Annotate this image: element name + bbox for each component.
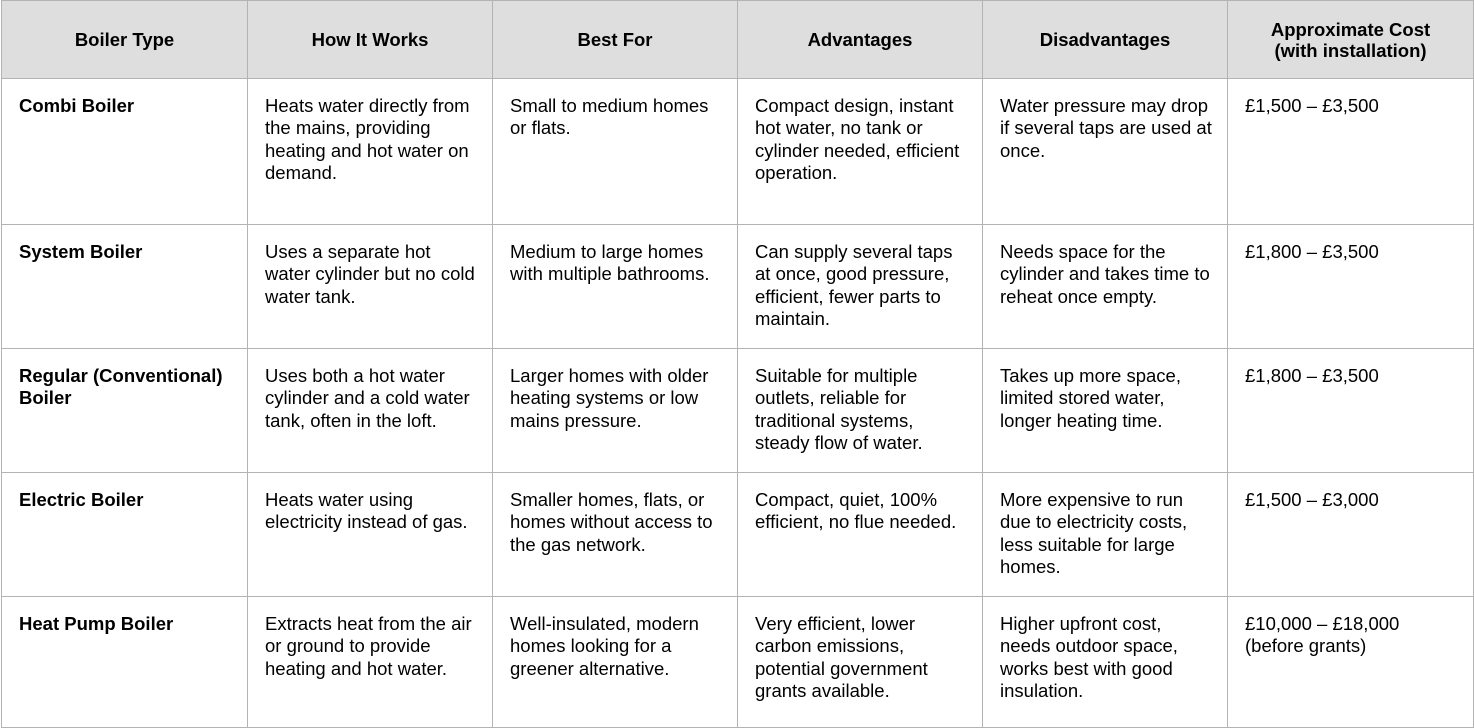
table-row <box>2 225 1474 349</box>
table-body <box>2 79 1474 728</box>
header-advantages: Advantages <box>738 1 983 79</box>
cell-cost: £10,000 – £18,000 (before grants) <box>1228 597 1474 728</box>
table-row <box>2 349 1474 473</box>
cell-how-it-works: Heats water directly from the mains, providing heating and hot water on demand. <box>248 79 493 225</box>
header-cost-line1: Approximate Cost <box>1270 18 1431 40</box>
cell-best-for: Medium to large homes with multiple bathrooms. <box>493 225 738 349</box>
cell-disadvantages: More expensive to run due to electricity costs, less suitable for large homes. <box>983 473 1228 597</box>
cell-disadvantages: Higher upfront cost, needs outdoor space, works best with good insulation. <box>983 597 1228 728</box>
cell-boiler-type: Electric Boiler <box>2 473 248 597</box>
cell-advantages: Compact, quiet, 100% efficient, no flue needed. <box>738 473 983 597</box>
cell-how-it-works: Extracts heat from the air or ground to provide heating and hot water. <box>248 597 493 728</box>
cell-how-it-works: Uses both a hot water cylinder and a cold water tank, often in the loft. <box>248 349 493 473</box>
cell-cost: £1,500 – £3,000 <box>1228 473 1474 597</box>
cell-best-for: Well-insulated, modern homes looking for a greener alternative. <box>493 597 738 728</box>
cell-how-it-works: Heats water using electricity instead of gas. <box>248 473 493 597</box>
cell-advantages: Very efficient, lower carbon emissions, potential government grants available. <box>738 597 983 728</box>
header-disadvantages: Disadvantages <box>983 1 1228 79</box>
table-header <box>2 1 1474 79</box>
cell-advantages: Can supply several taps at once, good pressure, efficient, fewer parts to maintain. <box>738 225 983 349</box>
table-row <box>2 473 1474 597</box>
header-row <box>2 1 1474 79</box>
cell-best-for: Smaller homes, flats, or homes without access to the gas network. <box>493 473 738 597</box>
cell-advantages: Suitable for multiple outlets, reliable for traditional systems, steady flow of water. <box>738 349 983 473</box>
cell-boiler-type: Heat Pump Boiler <box>2 597 248 728</box>
header-best-for: Best For <box>493 1 738 79</box>
cell-cost: £1,500 – £3,500 <box>1228 79 1474 225</box>
cell-best-for: Small to medium homes or flats. <box>493 79 738 225</box>
header-approximate-cost <box>1228 1 1474 79</box>
cell-advantages: Compact design, instant hot water, no tank or cylinder needed, efficient operation. <box>738 79 983 225</box>
cell-how-it-works: Uses a separate hot water cylinder but no cold water tank. <box>248 225 493 349</box>
table-row <box>2 79 1474 225</box>
table-row <box>2 597 1474 728</box>
cell-boiler-type: System Boiler <box>2 225 248 349</box>
boiler-comparison-table <box>1 0 1474 728</box>
cell-disadvantages: Takes up more space, limited stored water, longer heating time. <box>983 349 1228 473</box>
cell-cost: £1,800 – £3,500 <box>1228 225 1474 349</box>
cell-best-for: Larger homes with older heating systems or low mains pressure. <box>493 349 738 473</box>
cell-disadvantages: Water pressure may drop if several taps are used at once. <box>983 79 1228 225</box>
cell-disadvantages: Needs space for the cylinder and takes time to reheat once empty. <box>983 225 1228 349</box>
cell-boiler-type: Combi Boiler <box>2 79 248 225</box>
cell-cost: £1,800 – £3,500 <box>1228 349 1474 473</box>
header-boiler-type: Boiler Type <box>2 1 248 79</box>
header-cost-line2: (with installation) <box>1274 39 1427 61</box>
cell-boiler-type: Regular (Conventional) Boiler <box>2 349 248 473</box>
header-how-it-works: How It Works <box>248 1 493 79</box>
